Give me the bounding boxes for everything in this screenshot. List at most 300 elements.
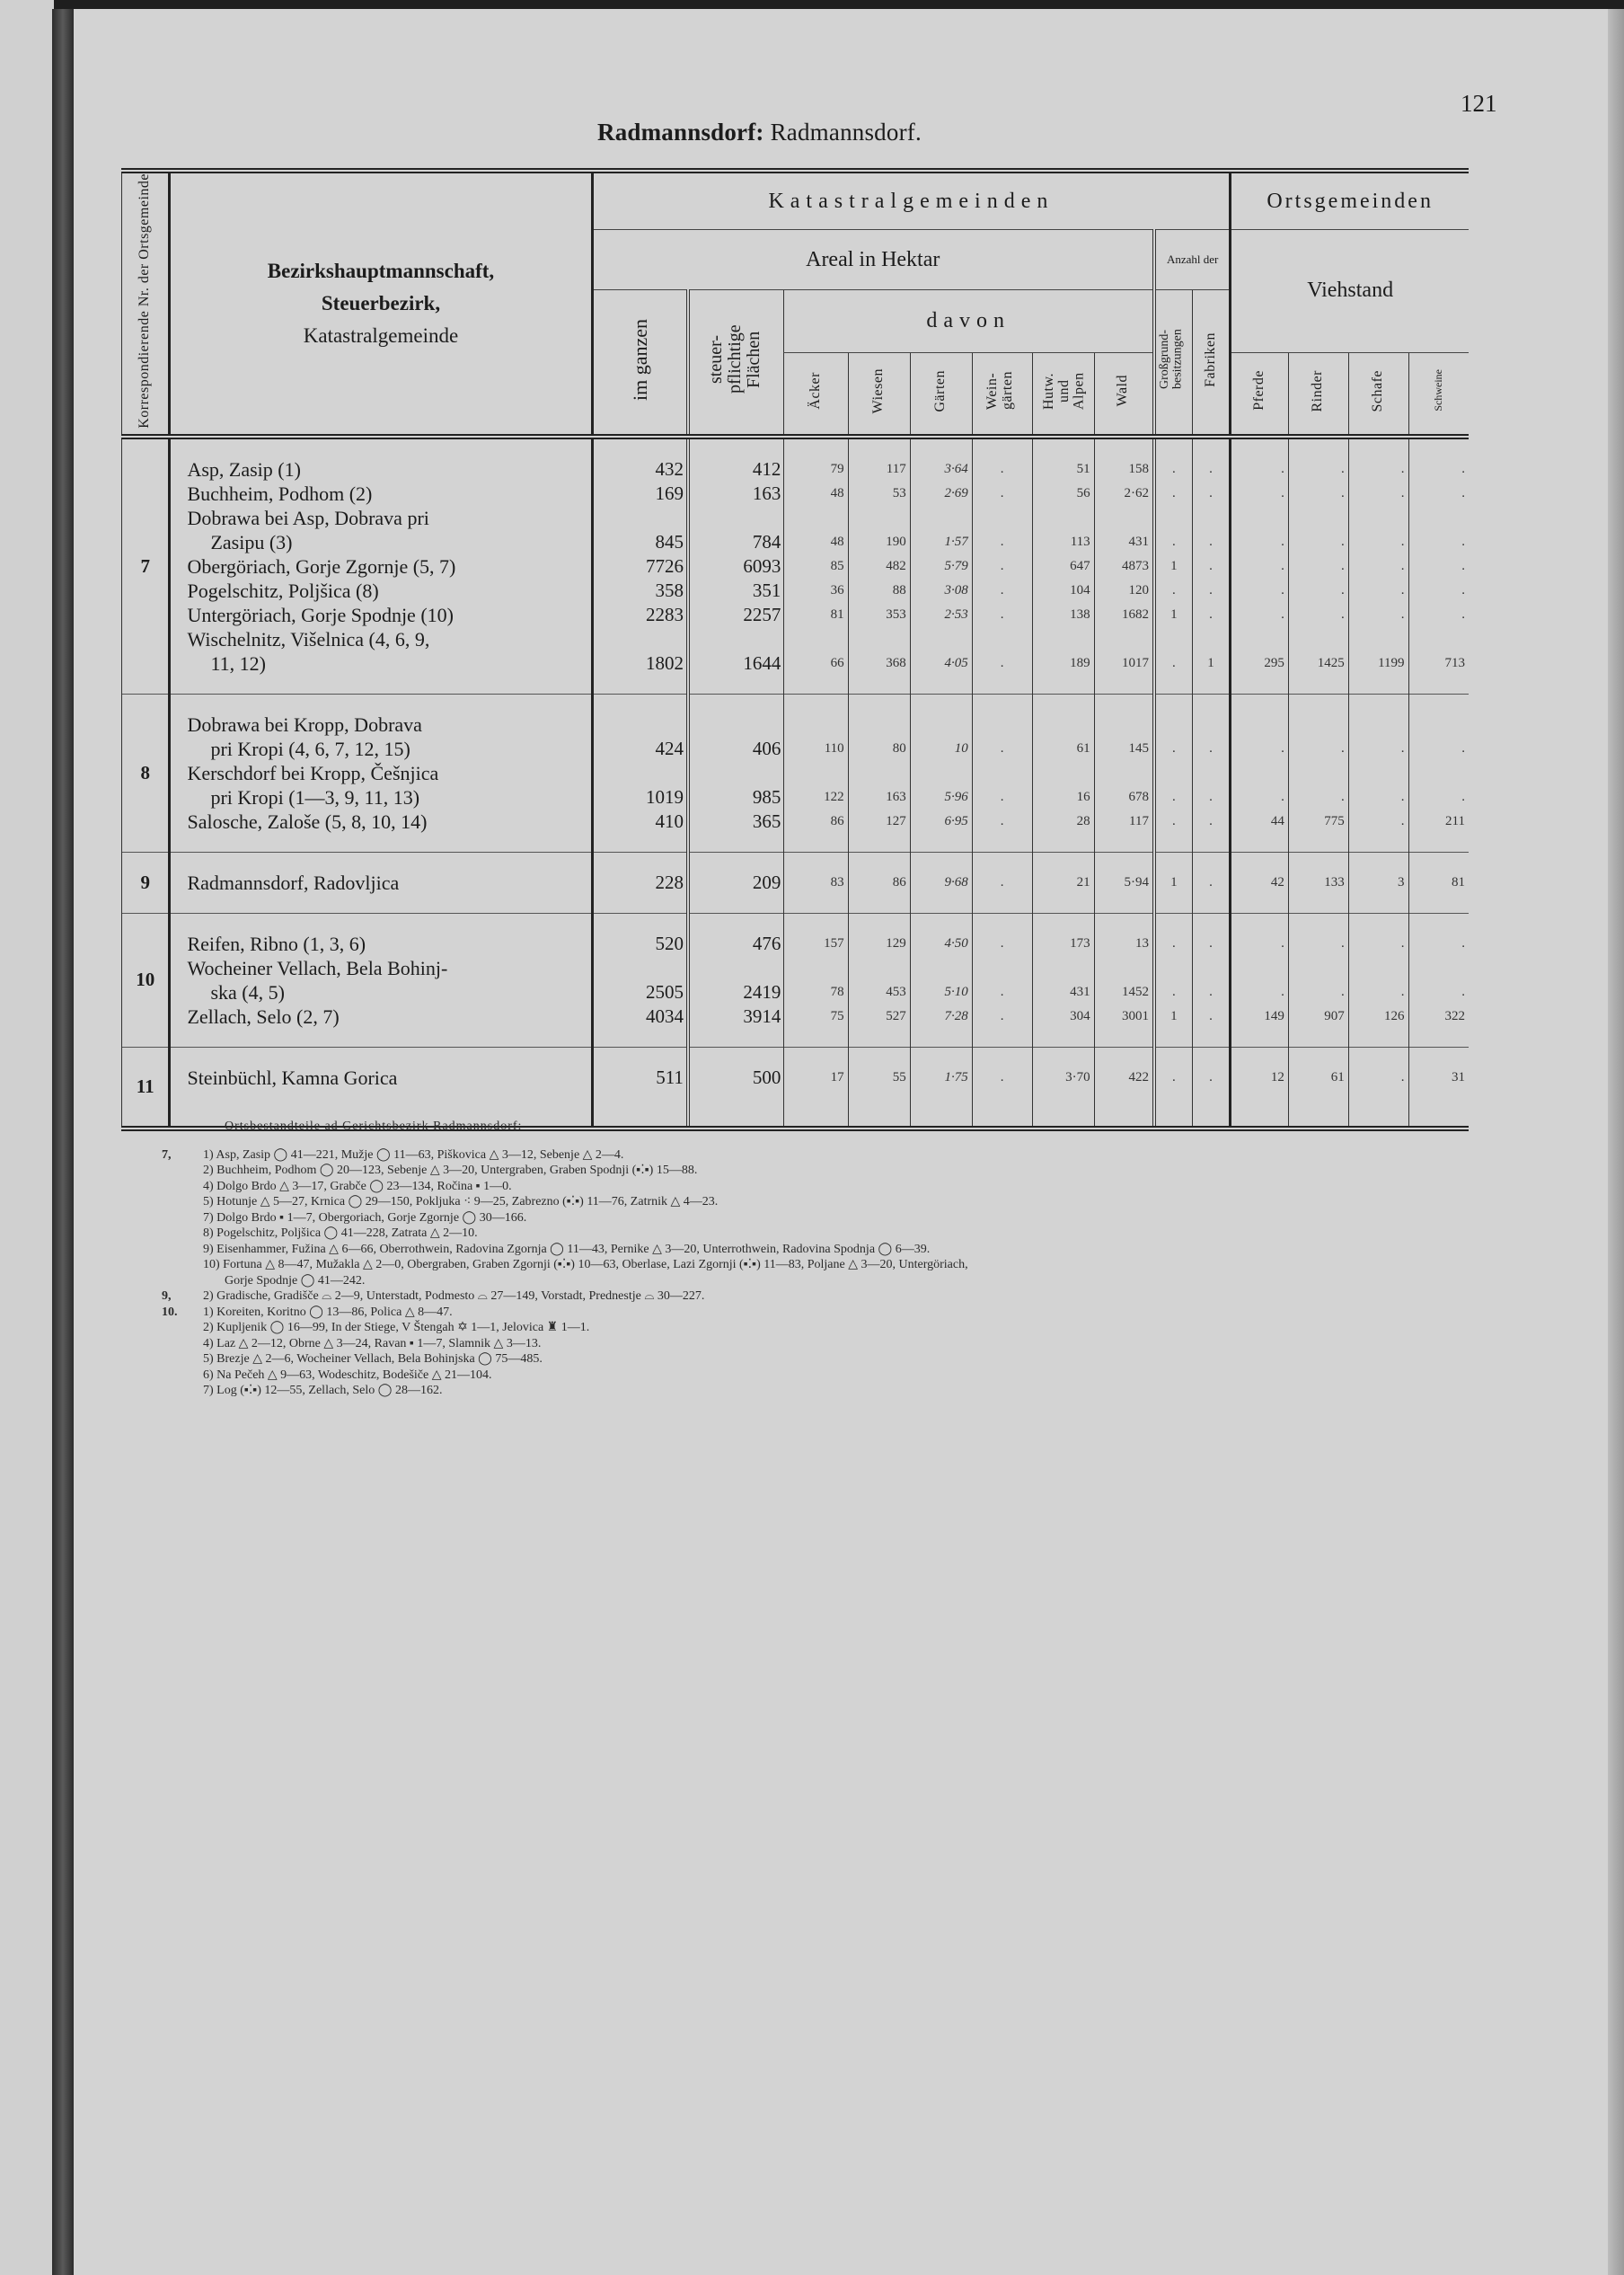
cell-wein: . — [1000, 1008, 1004, 1023]
col-fabr — [1192, 437, 1230, 695]
cell-wiesen: 55 — [892, 1069, 906, 1084]
col-aecker — [784, 913, 848, 1047]
col-gaerten — [910, 913, 972, 1047]
cell-pferde: . — [1281, 789, 1284, 804]
cell-gross: 1 — [1170, 874, 1178, 890]
cell-steuer: 1644 — [743, 651, 781, 674]
cell-hutw: 304 — [1070, 1008, 1090, 1023]
cell-hutw: 104 — [1070, 582, 1090, 598]
cell-rinder: . — [1340, 935, 1345, 951]
col-wald — [1094, 913, 1154, 1047]
cell-gross: 1 — [1170, 558, 1178, 573]
cell-schafe: . — [1400, 534, 1405, 549]
header-viehstand: Viehstand — [1231, 230, 1469, 353]
cell-wiesen: 353 — [886, 606, 906, 622]
header-gaerten: Gärten — [910, 352, 972, 437]
cell-schafe: . — [1400, 606, 1405, 622]
header-rinder: Rinder — [1288, 352, 1348, 437]
cell-aecker: 110 — [824, 740, 844, 756]
col-im_ganzen — [592, 1047, 688, 1129]
col-steuer — [688, 1047, 784, 1129]
katastralgemeinde-name: Salosche, Zaloše (5, 8, 10, 14) — [187, 810, 428, 833]
cell-rinder: . — [1340, 582, 1345, 598]
header-katastralgemeinden: Katastralgemeinden — [592, 171, 1231, 230]
col-wiesen — [848, 1047, 910, 1129]
cell-pferde: . — [1281, 485, 1284, 500]
group-row — [122, 694, 1470, 852]
footnote-ortsgemeinde-nr — [162, 1368, 203, 1384]
cell-hutw: 113 — [1070, 534, 1090, 549]
cell-aecker: 36 — [830, 582, 844, 598]
cell-wiesen: 453 — [886, 984, 906, 999]
cell-gross: 1 — [1170, 1008, 1178, 1023]
footnote-line — [162, 1210, 1455, 1226]
cell-gross: . — [1172, 984, 1176, 999]
katastralgemeinde-name: Pogelschitz, Poljšica (8) — [187, 579, 379, 602]
footnote-ortsgemeinde-nr — [162, 1351, 203, 1368]
cell-wiesen: 368 — [886, 655, 906, 670]
ortsgemeinde-nr: 8 — [122, 694, 170, 852]
cell-wald: 13 — [1134, 935, 1149, 951]
header-grossgrund: Großgrund-besitzungen — [1154, 290, 1192, 437]
cell-schafe: . — [1400, 740, 1405, 756]
cell-aecker: 122 — [824, 789, 844, 804]
katastralgemeinde-name: Steinbüchl, Kamna Gorica — [187, 1066, 398, 1089]
cell-schweine: 31 — [1452, 1069, 1465, 1084]
header-ortsgemeinden: Ortsgemeinden — [1231, 171, 1469, 230]
col-gaerten — [910, 694, 972, 852]
cell-aecker: 17 — [830, 1069, 844, 1084]
cell-fabr: . — [1209, 534, 1213, 549]
cell-gaerten: 2·69 — [944, 485, 968, 500]
katastralgemeinde-name: pri Kropi (4, 6, 7, 12, 15) — [210, 737, 410, 760]
footnote-line — [162, 1351, 1455, 1368]
cell-im_ganzen: 845 — [655, 530, 684, 553]
footnote-text: 8) Pogelschitz, Poljšica ◯ 41—228, Zatrata △ 2—10. — [203, 1226, 478, 1240]
col-hutw — [1032, 913, 1094, 1047]
book-spine — [52, 9, 74, 2275]
katastralgemeinde-name: ska (4, 5) — [210, 980, 285, 1004]
cell-fabr: . — [1209, 606, 1213, 622]
cell-wald: 5·94 — [1124, 874, 1149, 890]
cell-rinder: . — [1340, 606, 1345, 622]
group-row — [122, 913, 1470, 1047]
ortsgemeinde-nr: 10 — [122, 913, 170, 1047]
col-aecker — [784, 852, 848, 913]
cell-rinder: 133 — [1324, 874, 1345, 890]
cell-aecker: 78 — [830, 984, 844, 999]
cell-wald: 117 — [1129, 813, 1149, 828]
cell-wald: 1682 — [1121, 606, 1149, 622]
cell-steuer: 351 — [752, 579, 781, 601]
cell-im_ganzen: 1802 — [645, 651, 684, 674]
cell-steuer: 406 — [752, 737, 781, 759]
cell-gaerten: 4·05 — [944, 655, 968, 670]
cell-rinder: . — [1340, 558, 1345, 573]
cell-gross: . — [1172, 813, 1176, 828]
header-fabriken: Fabriken — [1192, 290, 1230, 437]
footnote-text: 7) Log (▪⁚▪) 12—55, Zellach, Selo ◯ 28—162. — [203, 1384, 443, 1397]
col-steuer — [688, 852, 784, 913]
col-wiesen — [848, 437, 910, 695]
cell-schweine: . — [1461, 606, 1465, 622]
cell-schweine: . — [1461, 558, 1465, 573]
col-pferde — [1231, 1047, 1289, 1129]
footnote-line — [162, 1383, 1455, 1399]
cell-wein: . — [1000, 935, 1004, 951]
col-rinder — [1288, 437, 1348, 695]
cell-wald: 120 — [1128, 582, 1149, 598]
cell-aecker: 81 — [830, 606, 844, 622]
footnote-line — [162, 1336, 1455, 1352]
katastralgemeinde-names — [170, 913, 592, 1047]
cell-gaerten: 1·57 — [944, 534, 968, 549]
footnote-ortsgemeinde-nr — [162, 1320, 203, 1336]
header-wald: Wald — [1094, 352, 1154, 437]
col-schafe — [1348, 852, 1408, 913]
cell-im_ganzen: 410 — [655, 810, 684, 832]
cell-wald: 4873 — [1121, 558, 1149, 573]
cell-schafe: . — [1400, 984, 1405, 999]
cell-gaerten: 2·53 — [944, 606, 968, 622]
katastralgemeinde-names — [170, 852, 592, 913]
cell-gross: . — [1172, 534, 1176, 549]
footnote-ortsgemeinde-nr: 10. — [162, 1305, 178, 1319]
col-aecker — [784, 1047, 848, 1129]
footnote-line — [162, 1273, 1455, 1289]
cell-wein: . — [1000, 740, 1004, 756]
cell-schweine: . — [1461, 984, 1465, 999]
cell-wiesen: 86 — [892, 874, 906, 890]
header-steuerpflichtig: steuer-pflichtige Flächen — [688, 290, 784, 437]
col-wein — [972, 913, 1032, 1047]
cell-pferde: 295 — [1264, 655, 1284, 670]
title-subdistrict: Radmannsdorf. — [763, 119, 922, 146]
page-right-edge — [1608, 9, 1624, 2275]
katastralgemeinde-name: Dobrawa bei Kropp, Dobrava — [187, 713, 422, 736]
cell-steuer: 412 — [752, 457, 781, 480]
cell-steuer: 3914 — [743, 1005, 781, 1027]
cell-fabr: . — [1209, 582, 1213, 598]
katastralgemeinde-name: Buchheim, Podhom (2) — [187, 482, 373, 505]
col-gaerten — [910, 1047, 972, 1129]
footnote-ortsgemeinde-nr — [162, 1194, 203, 1210]
cell-steuer: 985 — [752, 785, 781, 808]
cell-gaerten: 5·10 — [944, 984, 968, 999]
col-aecker — [784, 694, 848, 852]
cell-pferde: . — [1281, 582, 1284, 598]
header-weingaerten: Wein-gärten — [972, 352, 1032, 437]
cell-hutw: 21 — [1076, 874, 1090, 890]
col-wiesen — [848, 852, 910, 913]
cell-rinder: . — [1340, 789, 1345, 804]
katastralgemeinde-name: Dobrawa bei Asp, Dobrava pri — [187, 506, 429, 529]
cell-wein: . — [1000, 813, 1004, 828]
cell-fabr: . — [1209, 558, 1213, 573]
cell-wald: 145 — [1128, 740, 1149, 756]
footnote-line — [162, 1242, 1455, 1258]
cell-schweine: 211 — [1445, 813, 1465, 828]
col-steuer — [688, 913, 784, 1047]
col-wiesen — [848, 913, 910, 1047]
cell-fabr: 1 — [1207, 655, 1214, 670]
col-wein — [972, 1047, 1032, 1129]
ortsgemeinde-nr: 9 — [122, 852, 170, 913]
cell-fabr: . — [1209, 813, 1213, 828]
cell-im_ganzen: 520 — [655, 932, 684, 954]
cell-fabr: . — [1209, 935, 1213, 951]
cell-pferde: . — [1281, 534, 1284, 549]
footnote-ortsgemeinde-nr — [162, 1242, 203, 1258]
footnote-text: 10) Fortuna △ 8—47, Mužakla △ 2—0, Obergraben, Graben Zgornji (▪⁚▪) 10—63, Oberlase, Lazi Zgornji (▪⁚▪) 11—83, Poljane △ 3—20, Untergöriach, — [203, 1258, 968, 1271]
katastralgemeinde-name: Obergöriach, Gorje Zgornje (5, 7) — [187, 554, 456, 578]
col-wald — [1094, 1047, 1154, 1129]
cell-wein: . — [1000, 789, 1004, 804]
cell-schweine: . — [1461, 485, 1465, 500]
cell-rinder: 61 — [1330, 1069, 1345, 1084]
group-row — [122, 437, 1470, 695]
footnote-text: 9) Eisenhammer, Fužina △ 6—66, Oberrothwein, Radovina Zgornja ◯ 11—43, Pernike △ 3—20, Unterrothwein, Radovina Spodnja ◯ 6—39. — [203, 1242, 931, 1256]
cell-gross: . — [1172, 935, 1176, 951]
cell-aecker: 48 — [830, 534, 844, 549]
cell-fabr: . — [1209, 740, 1213, 756]
footnote-line — [162, 1368, 1455, 1384]
cell-steuer: 476 — [752, 932, 781, 954]
col-schafe — [1348, 1047, 1408, 1129]
cell-wiesen: 80 — [892, 740, 906, 756]
katastralgemeinde-names — [170, 694, 592, 852]
cell-gaerten: 5·79 — [944, 558, 968, 573]
katastralgemeinde-name: pri Kropi (1—3, 9, 11, 13) — [210, 785, 420, 809]
col-schweine — [1408, 852, 1469, 913]
cell-schafe: 126 — [1384, 1008, 1405, 1023]
col-schafe — [1348, 437, 1408, 695]
cell-rinder: . — [1340, 534, 1345, 549]
col-pferde — [1231, 437, 1289, 695]
footnote-ortsgemeinde-nr — [162, 1179, 203, 1195]
cell-wein: . — [1000, 485, 1004, 500]
cell-rinder: . — [1340, 461, 1345, 476]
katastralgemeinde-name: 11, 12) — [210, 651, 266, 675]
cell-schweine: . — [1461, 789, 1465, 804]
cell-wiesen: 117 — [886, 461, 906, 476]
cell-rinder: . — [1340, 740, 1345, 756]
col-wald — [1094, 694, 1154, 852]
cell-gross: . — [1172, 461, 1176, 476]
col-wald — [1094, 852, 1154, 913]
group-row — [122, 852, 1470, 913]
footnote-line — [162, 1257, 1455, 1273]
cell-steuer: 209 — [752, 871, 781, 893]
cell-aecker: 66 — [830, 655, 844, 670]
cell-rinder: 775 — [1324, 813, 1345, 828]
header-im-ganzen: im ganzen — [592, 290, 688, 437]
cell-fabr: . — [1209, 1008, 1213, 1023]
cell-hutw: 3·70 — [1065, 1069, 1090, 1084]
cell-pferde: . — [1281, 740, 1284, 756]
footnote-line — [162, 1226, 1455, 1242]
footnote-blocks — [162, 1147, 1455, 1399]
col-wald — [1094, 437, 1154, 695]
footnote-line — [162, 1179, 1455, 1195]
footnote-ortsgemeinde-nr — [162, 1210, 203, 1226]
cell-wein: . — [1000, 874, 1004, 890]
cell-schafe: . — [1400, 485, 1405, 500]
cell-pferde: . — [1281, 606, 1284, 622]
footnote-text: 1) Koreiten, Koritno ◯ 13—86, Polica △ 8—47. — [203, 1305, 453, 1319]
col-hutw — [1032, 437, 1094, 695]
cell-schafe: . — [1400, 558, 1405, 573]
cell-schafe: . — [1400, 813, 1405, 828]
cell-gross: . — [1172, 582, 1176, 598]
cell-wein: . — [1000, 461, 1004, 476]
col-fabr — [1192, 694, 1230, 852]
cell-fabr: . — [1209, 874, 1213, 890]
cell-pferde: 44 — [1270, 813, 1284, 828]
col-rinder — [1288, 694, 1348, 852]
cell-wiesen: 482 — [886, 558, 906, 573]
cell-schafe: . — [1400, 582, 1405, 598]
cell-im_ganzen: 169 — [655, 482, 684, 504]
col-wein — [972, 694, 1032, 852]
header-pferde: Pferde — [1231, 352, 1289, 437]
col-pferde — [1231, 694, 1289, 852]
footnote-text: 5) Hotunje △ 5—27, Krnica ◯ 29—150, Pokljuka ⁖ 9—25, Zabrezno (▪⁚▪) 11—76, Zatrnik △ 4—23. — [203, 1195, 719, 1208]
cell-aecker: 83 — [830, 874, 844, 890]
cell-pferde: 149 — [1264, 1008, 1284, 1023]
cell-wald: 431 — [1128, 534, 1149, 549]
col-im_ganzen — [592, 437, 688, 695]
cell-hutw: 16 — [1076, 789, 1090, 804]
cell-steuer: 365 — [752, 810, 781, 832]
cell-hutw: 189 — [1070, 655, 1090, 670]
cell-wein: . — [1000, 1069, 1004, 1084]
footnote-line — [162, 1194, 1455, 1210]
cell-im_ganzen: 2505 — [645, 980, 684, 1003]
footnotes — [162, 1119, 1455, 1399]
col-hutw — [1032, 694, 1094, 852]
cell-schafe: 1199 — [1378, 655, 1405, 670]
cell-gaerten: 9·68 — [944, 874, 968, 890]
cell-wein: . — [1000, 582, 1004, 598]
katastralgemeinde-name: Radmannsdorf, Radovljica — [187, 871, 400, 894]
header-schweine: Schweine — [1408, 352, 1469, 437]
cell-schafe: . — [1400, 935, 1405, 951]
col-hutw — [1032, 1047, 1094, 1129]
previous-page-edge — [0, 0, 54, 2275]
footnote-line — [162, 1163, 1455, 1179]
katastralgemeinde-name: Reifen, Ribno (1, 3, 6) — [187, 932, 366, 955]
cell-fabr: . — [1209, 461, 1213, 476]
statistics-table — [121, 168, 1469, 1131]
cell-wiesen: 88 — [892, 582, 906, 598]
col-schweine — [1408, 1047, 1469, 1129]
cell-gaerten: 3·64 — [944, 461, 968, 476]
col-pferde — [1231, 913, 1289, 1047]
col-rinder — [1288, 1047, 1348, 1129]
col-gaerten — [910, 437, 972, 695]
cell-schweine: 322 — [1444, 1008, 1465, 1023]
col-wiesen — [848, 694, 910, 852]
group-row — [122, 1047, 1470, 1129]
header-schafe: Schafe — [1348, 352, 1408, 437]
header-davon: davon — [784, 290, 1154, 352]
col-fabr — [1192, 913, 1230, 1047]
col-rinder — [1288, 913, 1348, 1047]
footnotes-heading: Ortsbestandteile ad Gerichtsbezirk Radmannsdorf: — [225, 1120, 523, 1133]
cell-wald: 2·62 — [1124, 485, 1149, 500]
footnote-text: 5) Brezje △ 2—6, Wocheiner Vellach, Bela Bohinjska ◯ 75—485. — [203, 1352, 543, 1366]
footnote-text: 1) Asp, Zasip ◯ 41—221, Mužje ◯ 11—63, Piškovica △ 3—12, Sebenje △ 2—4. — [203, 1147, 624, 1162]
table-body — [122, 437, 1470, 1129]
cell-hutw: 647 — [1070, 558, 1090, 573]
cell-hutw: 431 — [1070, 984, 1090, 999]
cell-pferde: . — [1281, 935, 1284, 951]
footnote-ortsgemeinde-nr — [162, 1273, 203, 1289]
cell-gaerten: 4·50 — [944, 935, 968, 951]
col-fabr — [1192, 1047, 1230, 1129]
col-schweine — [1408, 694, 1469, 852]
cell-aecker: 86 — [830, 813, 844, 828]
cell-wein: . — [1000, 984, 1004, 999]
footnote-ortsgemeinde-nr — [162, 1383, 203, 1399]
footnote-line — [162, 1147, 1455, 1164]
col-im_ganzen — [592, 694, 688, 852]
cell-wiesen: 129 — [886, 935, 906, 951]
col-aecker — [784, 437, 848, 695]
katastralgemeinde-names — [170, 1047, 592, 1129]
cell-wiesen: 527 — [886, 1008, 906, 1023]
footnote-text: Gorje Spodnje ◯ 41—242. — [225, 1273, 366, 1288]
footnote-line — [162, 1305, 1455, 1321]
cell-wiesen: 190 — [886, 534, 906, 549]
col-gross — [1154, 852, 1192, 913]
col-gross — [1154, 694, 1192, 852]
cell-fabr: . — [1209, 789, 1213, 804]
cell-gross: . — [1172, 1069, 1176, 1084]
cell-wiesen: 127 — [886, 813, 906, 828]
cell-steuer: 6093 — [743, 554, 781, 577]
cell-wald: 158 — [1128, 461, 1149, 476]
footnote-ortsgemeinde-nr — [162, 1336, 203, 1352]
footnote-text: 4) Laz △ 2—12, Obrne △ 3—24, Ravan ▪ 1—7, Slamnik △ 3—13. — [203, 1336, 542, 1350]
cell-wein: . — [1000, 606, 1004, 622]
katastralgemeinde-name: Kerschdorf bei Kropp, Češnjica — [187, 761, 439, 784]
header-wiesen: Wiesen — [848, 352, 910, 437]
cell-wein: . — [1000, 534, 1004, 549]
cell-aecker: 75 — [830, 1008, 844, 1023]
cell-schweine: . — [1461, 740, 1465, 756]
ortsgemeinde-nr: 7 — [122, 437, 170, 695]
col-wein — [972, 437, 1032, 695]
katastralgemeinde-name: Wocheiner Vellach, Bela Bohinj- — [187, 956, 448, 979]
cell-wein: . — [1000, 558, 1004, 573]
cell-im_ganzen: 424 — [655, 737, 684, 759]
title-district: Radmannsdorf: — [597, 119, 764, 146]
footnote-ortsgemeinde-nr: 9, — [162, 1289, 172, 1303]
cell-schweine: 81 — [1452, 874, 1465, 890]
cell-pferde: 12 — [1270, 1069, 1284, 1084]
cell-gaerten: 10 — [954, 740, 968, 756]
cell-steuer: 163 — [752, 482, 781, 504]
cell-hutw: 56 — [1076, 485, 1090, 500]
katastralgemeinde-name: Zellach, Selo (2, 7) — [187, 1005, 340, 1028]
footnote-text: 6) Na Pečeh △ 9—63, Wodeschitz, Bodešiče △ 21—104. — [203, 1368, 492, 1382]
ortsgemeinde-nr: 11 — [122, 1047, 170, 1129]
col-steuer — [688, 437, 784, 695]
cell-pferde: . — [1281, 461, 1284, 476]
cell-wald: 3001 — [1121, 1008, 1149, 1023]
